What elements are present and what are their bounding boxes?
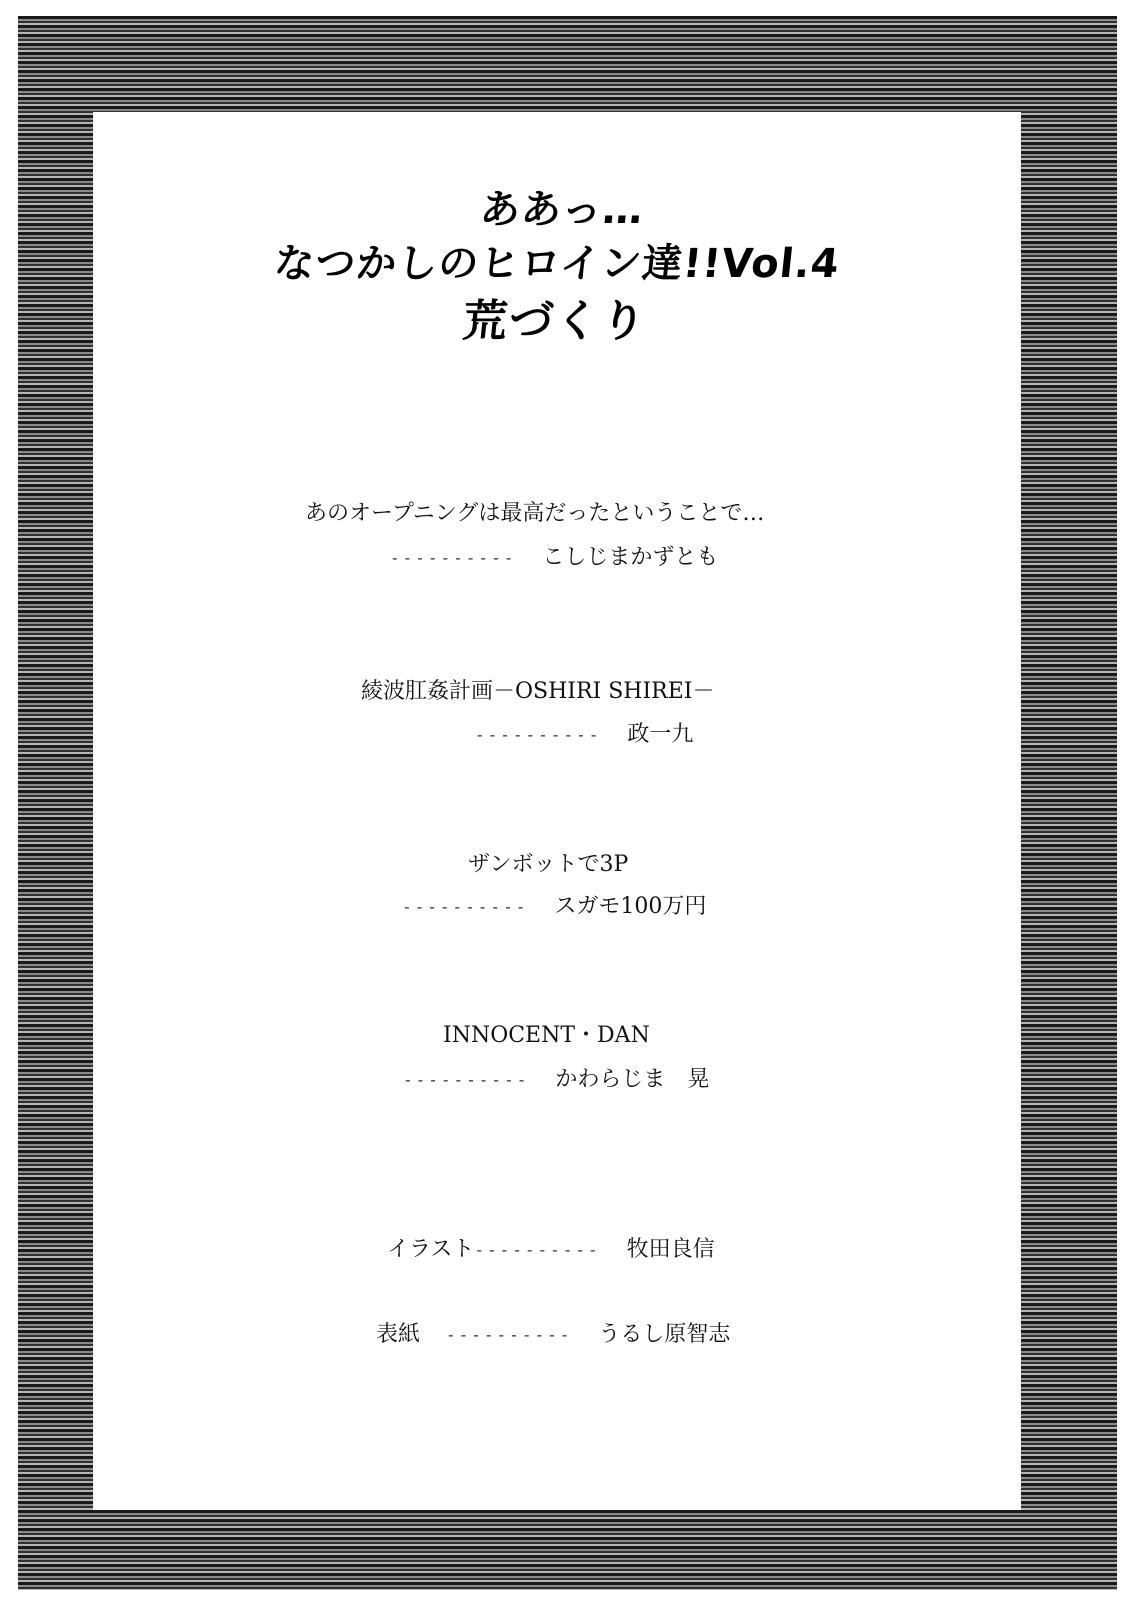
dash-separator: ---------- (390, 548, 517, 568)
dash-separator: ---------- (474, 1240, 601, 1260)
staff-cover-role: 表紙 (376, 1322, 421, 1347)
credit-2-author: 政一九 (627, 722, 694, 747)
credit-4-author-line (403, 1062, 709, 1093)
dash-separator: ---------- (446, 1325, 573, 1345)
credit-3-author: スガモ100万円 (554, 894, 707, 919)
dash-separator: ---------- (475, 725, 602, 745)
credit-1-author-line (390, 540, 718, 571)
book-title (93, 187, 1021, 349)
staff-cover-name: うるし原智志 (598, 1322, 731, 1347)
title-line-2: なつかしのヒロイン達!!Vol.4 (271, 241, 843, 287)
staff-cover-line (376, 1317, 730, 1348)
credit-1-work: あのオープニングは最高だったということで… (305, 501, 765, 526)
credit-1-author: こしじまかずとも (542, 545, 719, 570)
credit-2-work: 綾波肛姦計画－OSHIRI SHIREI－ (361, 679, 715, 704)
dash-separator: ---------- (403, 1070, 530, 1090)
credit-4-work: INNOCENT・DAN (443, 1023, 650, 1048)
credit-3-author-line (402, 889, 706, 920)
contents-panel (93, 112, 1021, 1510)
title-line-3: 荒づくり (460, 296, 650, 347)
staff-illustration-role: イラスト (387, 1237, 475, 1262)
credit-2-author-line (475, 717, 693, 748)
staff-illustration-name: 牧田良信 (626, 1237, 715, 1262)
credit-4-author: かわらじま 晃 (555, 1067, 710, 1092)
dash-separator: ---------- (402, 897, 529, 917)
staff-illustration-line (387, 1232, 715, 1263)
credit-3-work: ザンボットで3P (468, 852, 629, 877)
title-line-1: ああっ… (477, 187, 647, 233)
